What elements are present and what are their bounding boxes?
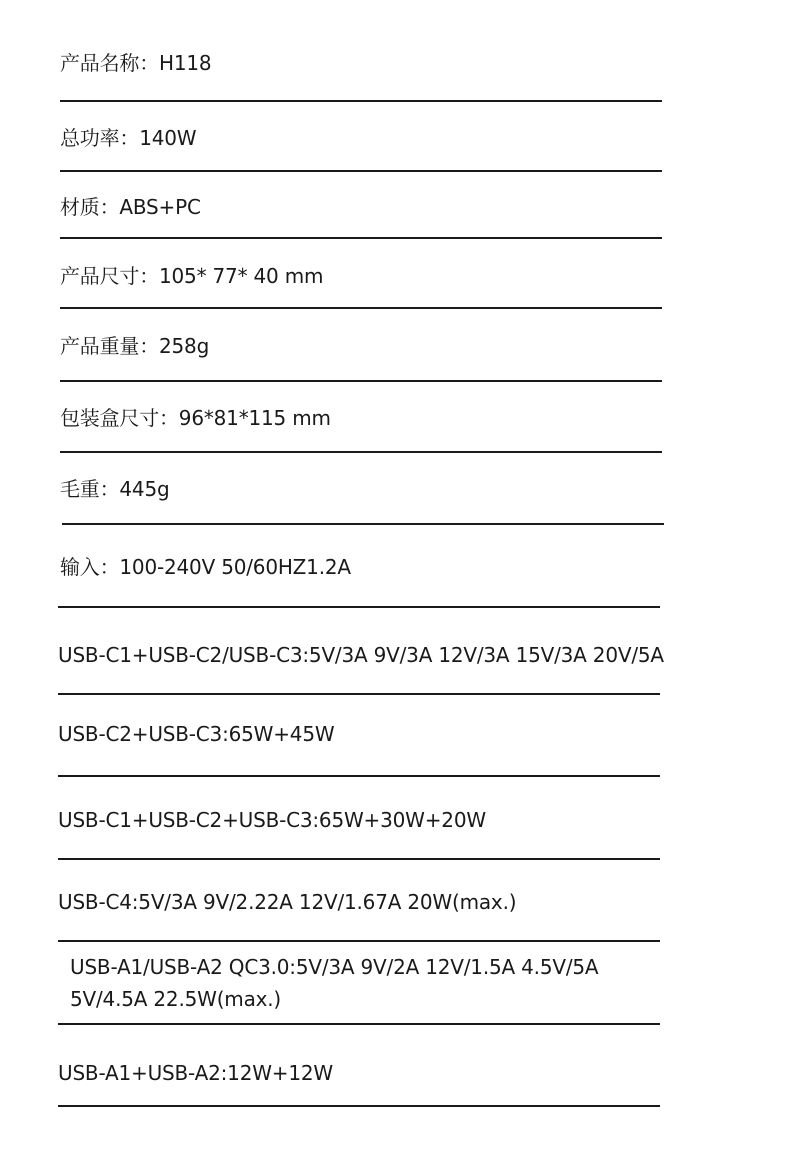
spec-product-name: 产品名称：H118: [60, 51, 212, 75]
spec-usb-c4: USB-C4:5V/3A 9V/2.22A 12V/1.67A 20W(max.): [58, 890, 517, 914]
divider: [58, 1105, 660, 1107]
divider: [58, 940, 660, 942]
divider: [60, 170, 662, 172]
divider: [58, 775, 660, 777]
spec-usb-a1-a2-combined: USB-A1+USB-A2:12W+12W: [58, 1061, 333, 1085]
spec-input: 输入：100-240V 50/60HZ1.2A: [60, 555, 351, 579]
spec-total-power: 总功率：140W: [60, 126, 197, 150]
spec-product-size: 产品尺寸：105* 77* 40 mm: [60, 264, 324, 288]
divider: [58, 693, 660, 695]
spec-box-size: 包装盒尺寸：96*81*115 mm: [60, 406, 331, 430]
spec-usb-c1-c2-c3-combined: USB-C1+USB-C2+USB-C3:65W+30W+20W: [58, 808, 486, 832]
divider: [58, 606, 660, 608]
divider: [60, 237, 662, 239]
divider: [60, 100, 662, 102]
spec-usb-a1-a2-line2: 5V/4.5A 22.5W(max.): [70, 987, 282, 1011]
divider: [62, 523, 664, 525]
divider: [60, 307, 662, 309]
spec-usb-c2-c3: USB-C2+USB-C3:65W+45W: [58, 722, 335, 746]
divider: [58, 858, 660, 860]
spec-usb-c1-c2-c3: USB-C1+USB-C2/USB-C3:5V/3A 9V/3A 12V/3A 15V/3A 20V/5A: [58, 643, 664, 667]
spec-gross-weight: 毛重：445g: [60, 477, 170, 501]
divider: [60, 380, 662, 382]
spec-product-weight: 产品重量：258g: [60, 334, 210, 358]
divider: [60, 451, 662, 453]
spec-usb-a1-a2-line1: USB-A1/USB-A2 QC3.0:5V/3A 9V/2A 12V/1.5A 4.5V/5A: [70, 955, 599, 979]
divider: [58, 1023, 660, 1025]
spec-material: 材质：ABS+PC: [60, 195, 201, 219]
